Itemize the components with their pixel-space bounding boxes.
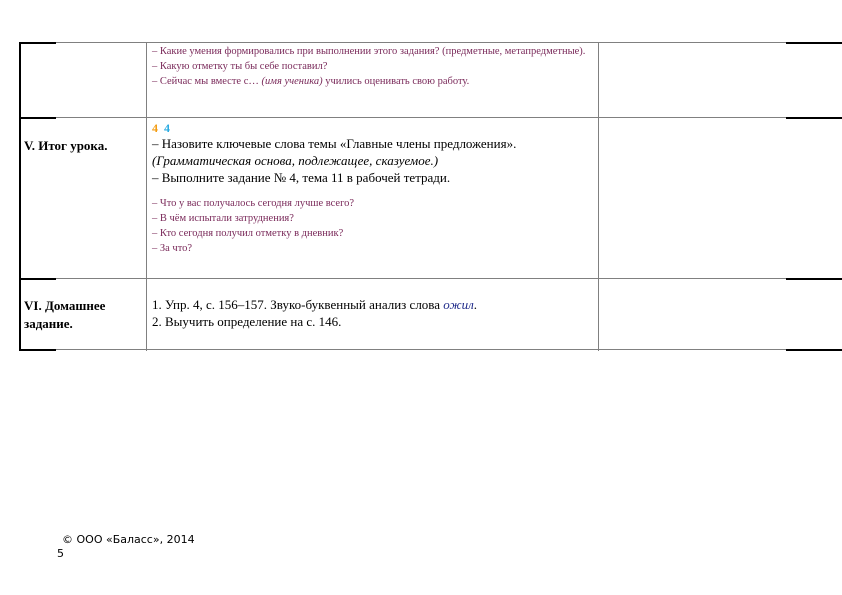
row2-content (152, 121, 592, 256)
row2-question-3: – Кто сегодня получил отметку в дневник? (152, 228, 344, 239)
table-bottom-border-right (786, 349, 842, 351)
table-bottom-border-inner (56, 349, 786, 350)
resource-number-1: 4 (152, 121, 158, 135)
table-bottom-border (19, 349, 56, 351)
row3-content (152, 296, 592, 330)
row-divider-1-right (786, 117, 842, 119)
row-divider-1 (19, 117, 56, 119)
row1-content (152, 44, 592, 89)
section-heading-homework: VI. Домашнее задание. (24, 298, 106, 331)
row2-question-4: – За что? (152, 243, 193, 254)
row-divider-2 (19, 278, 56, 280)
row-divider-2-right (786, 278, 842, 280)
row2-question-1: – Что у вас получалось сегодня лучше всего? (152, 198, 355, 209)
homework-line-2: 2. Выучить определение на с. 146. (152, 314, 342, 329)
row-divider-1-inner (56, 117, 786, 118)
row-divider-2-inner (56, 278, 786, 279)
row1-line-2: – Какую отметку ты бы себе поставил? (152, 61, 328, 72)
resource-numbers (152, 121, 592, 135)
table-left-border (19, 42, 21, 351)
column-divider-2 (598, 42, 599, 351)
row2-main-line-3: – Выполните задание № 4, тема 11 в рабочей тетради. (152, 170, 451, 185)
row2-question-2: – В чём испытали затруднения? (152, 213, 294, 224)
column-divider-1 (146, 42, 147, 351)
page-number: 5 (57, 547, 64, 560)
copyright-footer: © ООО «Баласс», 2014 (62, 533, 195, 546)
row1-line-1: – Какие умения формировались при выполнении этого задания? (предметные, метапредметные). (152, 46, 586, 57)
table-top-border-right (786, 42, 842, 44)
homework-line-1: 1. Упр. 4, с. 156–157. Звуко-буквенный анализ слова ожил. (152, 297, 477, 312)
row1-line-3: – Сейчас мы вместе с… (имя ученика) учились оценивать свою работу. (152, 76, 470, 87)
table-top-border (19, 42, 56, 44)
resource-number-2: 4 (164, 121, 170, 135)
row2-main-line-2: (Грамматическая основа, подлежащее, сказуемое.) (152, 153, 439, 168)
row2-main-line-1: – Назовите ключевые слова темы «Главные члены предложения». (152, 136, 517, 151)
table-top-border-inner (56, 42, 786, 43)
section-heading-summary: V. Итог урока. (24, 138, 108, 153)
